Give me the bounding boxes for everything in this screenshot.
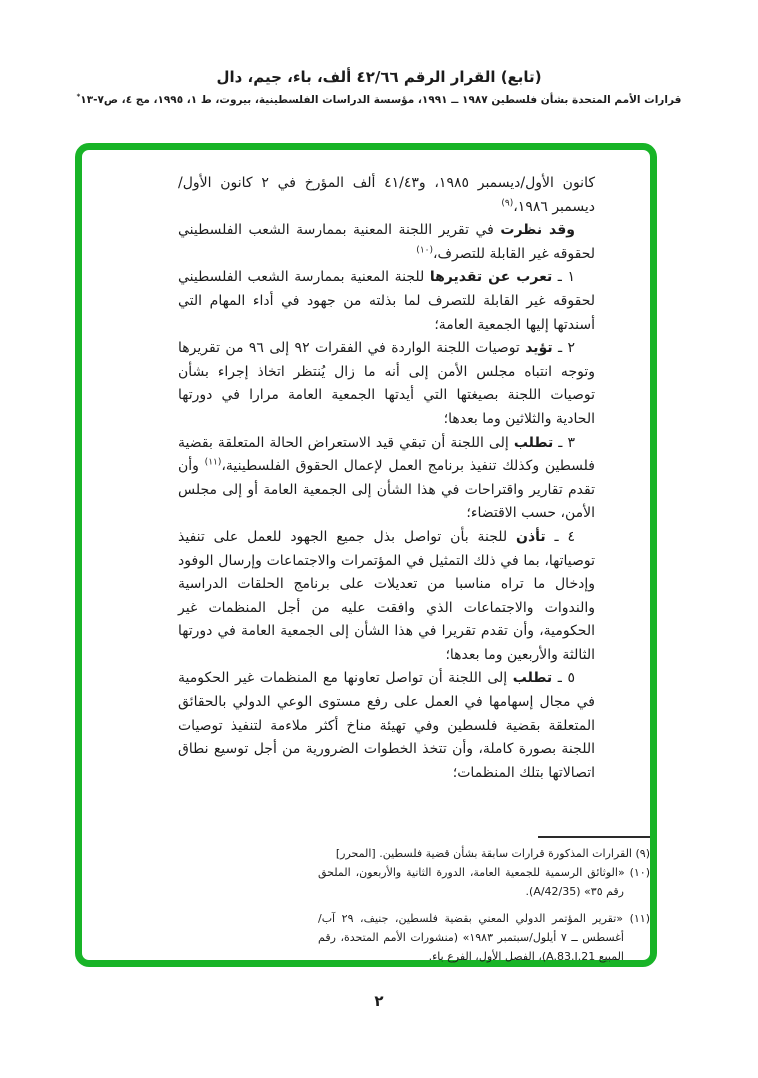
source-citation bbox=[0, 94, 758, 106]
footnote-10: (١٠) «الوثائق الرسمية للجمعية العامة، الدورة الثانية والأربعون، الملحق رقم ٣٥» (A/42/35). bbox=[318, 866, 650, 898]
source-citation-mark: * bbox=[76, 92, 81, 101]
footnote-11: (١١) «تقرير المؤتمر الدولي المعني بقضية فلسطين، جنيف، ٢٩ آب/أغسطس ــ ٧ أيلول/سبتمبر ١٩٨٣» (منشورات الأمم المتحدة، رقم المبيع A.83.I.21)، الفصل الأول، الفرع باء. bbox=[318, 912, 650, 963]
page-number: ٢ bbox=[374, 992, 384, 1010]
paragraph-having-considered: وقد نظرت في تقرير اللجنة المعنية بممارسة الشعب الفلسطيني لحقوقه غير القابلة للتصرف،$^{(١٠)}$ bbox=[178, 222, 595, 262]
footnotes-section bbox=[318, 844, 650, 966]
page-header bbox=[0, 68, 758, 106]
resolution-body bbox=[178, 172, 595, 785]
paragraph-operative-2: ٢ ـ تؤيد توصيات اللجنة الواردة في الفقرات ٩٢ إلى ٩٦ من تقريرها وتوجه انتباه مجلس الأمن إلى أنه ما زال يُنتظر اتخاذ إجراء بشأن توصيات اللجنة بصيغتها التي أيدتها الجمعية العامة مرارا في دورتها الحادية والثلاثين وما بعدها؛ bbox=[178, 340, 595, 427]
footnote-9: (٩) القرارات المذكورة قرارات سابقة بشأن قضية فلسطين. [المحرر] bbox=[335, 847, 650, 860]
paragraph-operative-5: ٥ ـ تطلب إلى اللجنة أن تواصل تعاونها مع المنظمات غير الحكومية في مجال إسهامها في العمل على رفع مستوى الوعي الدولي بالحقائق المتعلقة بقضية فلسطين وفي تهيئة مناخ أكثر ملاءمة لتنفيذ توصيات اللجنة بصورة كاملة، وأن تتخذ الخطوات الضرورية من أجل توسيع نطاق اتصالاتها بتلك المنظمات؛ bbox=[178, 670, 595, 781]
footnote-separator bbox=[538, 836, 650, 838]
source-citation-text: قرارات الأمم المتحدة بشأن فلسطين ١٩٨٧ ــ ١٩٩١، مؤسسة الدراسات الفلسطينية، بيروت، ط ١، ١٩٩٥، مج ٤، ص٧-١٣ bbox=[80, 94, 682, 106]
paragraph-preamble-continuation: كانون الأول/ديسمبر ١٩٨٥، و٤١/٤٣ ألف المؤرخ في ٢ كانون الأول/ديسمبر ١٩٨٦،$^{(٩)}$ bbox=[178, 175, 595, 215]
paragraph-operative-1: ١ ـ تعرب عن تقديرها للجنة المعنية بممارسة الشعب الفلسطيني لحقوقه غير القابلة للتصرف لما بذلته من جهود في أداء المهام التي أسندتها إليها الجمعية العامة؛ bbox=[178, 269, 595, 333]
resolution-title: (تابع) القرار الرقم ٤٢/٦٦ ألف، باء، جيم، دال bbox=[216, 68, 542, 86]
paragraph-operative-3: ٣ ـ تطلب إلى اللجنة أن تبقي قيد الاستعراض الحالة المتعلقة بقضية فلسطين وكذلك تنفيذ برنامج العمل لإعمال الحقوق الفلسطينية،$^{(١١)}$ وأن تقدم تقارير واقتراحات في هذا الشأن إلى الجمعية العامة أو إلى مجلس الأمن، حسب الاقتضاء؛ bbox=[178, 434, 595, 522]
paragraph-operative-4: ٤ ـ تأذن للجنة بأن تواصل بذل جميع الجهود للعمل على تنفيذ توصياتها، بما في ذلك التمثيل في المؤتمرات والاجتماعات وإرسال الوفود وإدخال ما تراه مناسبا من تعديلات على برنامج الحلقات الدراسية والندوات والاجتماعات الذي وافقت عليه من أجل المنظمات غير الحكومية، وأن تقدم تقريرا في هذا الشأن إلى الجمعية العامة في دورتها الثالثة والأربعين وما بعدها؛ bbox=[178, 528, 595, 663]
